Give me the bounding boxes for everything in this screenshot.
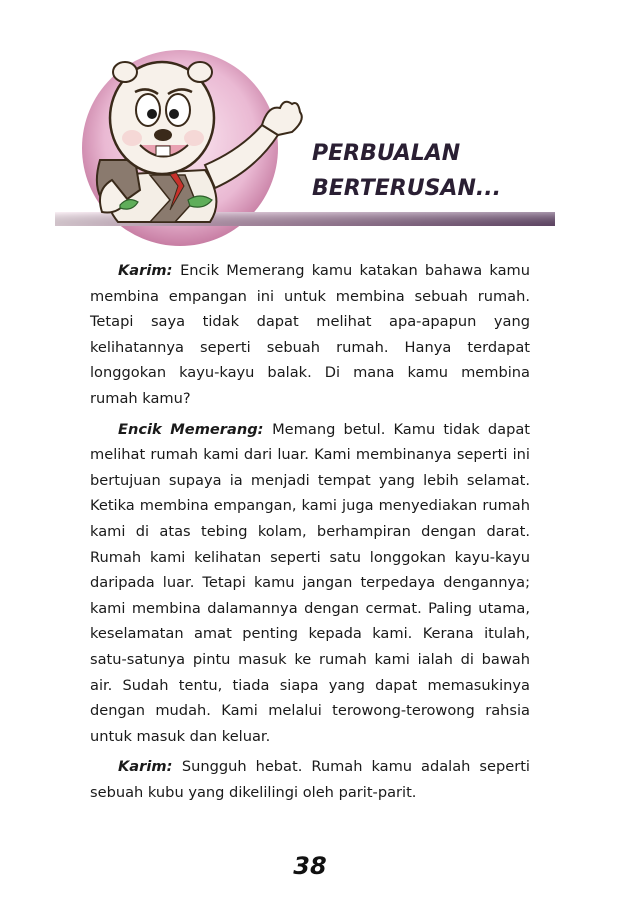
dialogue-text: Memang betul. Kamu tidak dapat melihat rumah kami dari luar. Kami membinanya seperti ini bertujuan supaya ia menjadi tempat yang lebih selamat. Ketika membina empangan, kami juga menyediakan rumah kami di atas tebing kolam, berhampiran dengan darat. Rumah kami kelihatan seperti satu longgokan kayu-kayu daripada luar. Tetapi kamu jangan terpedaya dengannya; kami membina dalamannya dengan cermat. Paling utama, keselamatan amat penting kepada kami. Kerana itulah, satu-satunya pintu masuk ke rumah kami ialah di bawah air. Sudah tentu, tiada siapa yang dapat memasukinya dengan mudah. Kami melalui terowong-terowong rahsia untuk masuk dan keluar. (90, 420, 531, 745)
chapter-title-line-2: BERTERUSAN... (312, 176, 501, 201)
chapter-title-line-1: PERBUALAN (312, 141, 461, 166)
beaver-illustration (97, 62, 302, 222)
speaker-name: Karim: (118, 262, 181, 279)
dialogue-text: Encik Memerang kamu katakan bahawa kamu membina empangan ini untuk membina sebuah rumah. Tetapi saya tidak dapat melihat apa-apapun yang kelihatannya seperti sebuah rumah. Hanya terdapat longgokan kayu-kayu balak. Di mana kamu membina rumah kamu? (90, 262, 531, 407)
dialogue-paragraph (90, 417, 530, 750)
chapter-header (0, 0, 638, 250)
page-number: 38 (293, 852, 327, 880)
speaker-name: Karim: (118, 758, 182, 776)
dialogue-paragraph (90, 258, 530, 412)
header-graphic (0, 0, 638, 250)
chapter-title (312, 136, 552, 206)
dialogue-body (90, 258, 530, 810)
speaker-name: Encik Memerang: (118, 420, 273, 438)
dialogue-paragraph (90, 754, 530, 805)
dialogue-text: Sungguh hebat. Rumah kamu adalah seperti sebuah kubu yang dikelilingi oleh parit-parit. (90, 758, 530, 801)
